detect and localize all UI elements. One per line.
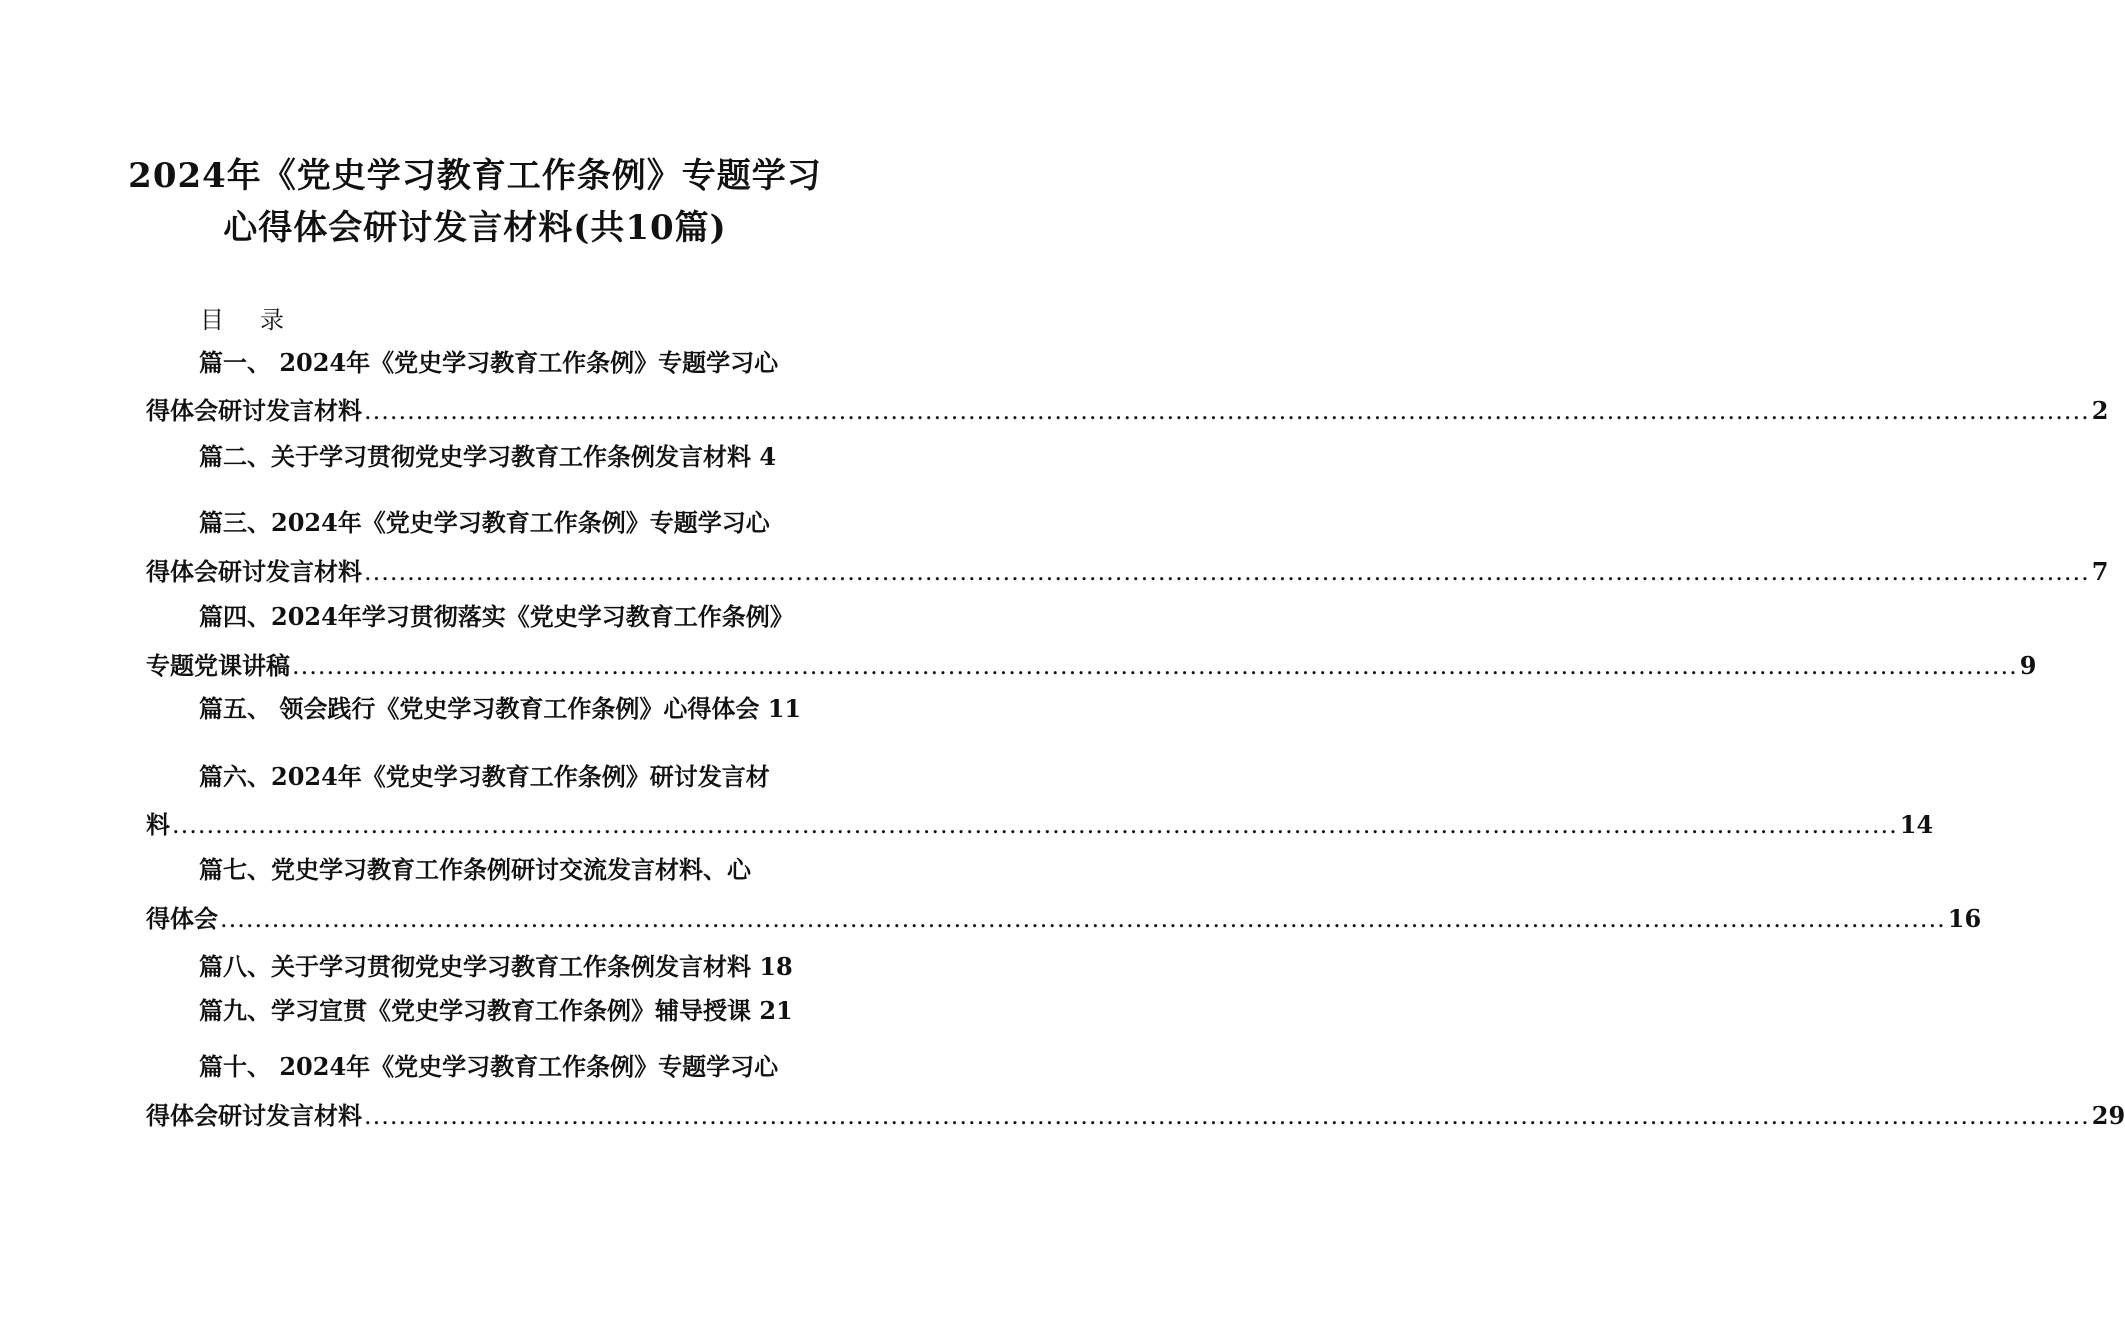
toc-entry-7-text: 得体会 <box>146 904 218 933</box>
toc-entry-6-line-1: 篇六、2024年《党史学习教育工作条例》研讨发言材 <box>199 762 770 791</box>
toc-entry-6-page: 14 <box>1899 810 1934 839</box>
toc-leader-dots: ........................................................................................................................................................................................................ <box>292 652 2018 680</box>
toc-entry-10-text: 得体会研讨发言材料 <box>146 1101 362 1130</box>
toc-entry-2-line-1: 篇二、关于学习贯彻党史学习教育工作条例发言材料 4 <box>199 442 777 471</box>
toc-entry-1-line-2 <box>146 394 2109 428</box>
toc-entry-4-line-2 <box>146 649 2037 683</box>
toc-leader-dots: ........................................................................................................................................................................................................ <box>220 905 1946 933</box>
toc-entry-4-page: 9 <box>2019 651 2037 680</box>
toc-entry-3-page: 7 <box>2091 557 2109 586</box>
toc-entry-1-page: 2 <box>2091 396 2109 425</box>
toc-entry-7-line-2 <box>146 902 1982 936</box>
document-title-line-1: 2024年《党史学习教育工作条例》专题学习 <box>128 156 822 196</box>
toc-entry-6-text: 料 <box>146 810 170 839</box>
toc-entry-9-line-1: 篇九、学习宣贯《党史学习教育工作条例》辅导授课 21 <box>199 996 793 1025</box>
toc-entry-1-line-1: 篇一、 2024年《党史学习教育工作条例》专题学习心 <box>199 348 779 377</box>
toc-entry-3-line-2 <box>146 555 2109 589</box>
toc-entry-7-page: 16 <box>1947 904 1982 933</box>
toc-entry-10-line-2 <box>146 1099 2125 1133</box>
toc-heading-char-1: 目 <box>200 306 224 334</box>
toc-entry-3-line-1: 篇三、2024年《党史学习教育工作条例》专题学习心 <box>199 508 770 537</box>
toc-entry-5-line-1: 篇五、 领会践行《党史学习教育工作条例》心得体会 11 <box>199 694 802 723</box>
document-title-line-2: 心得体会研讨发言材料(共10篇) <box>223 208 727 248</box>
toc-entry-4-text: 专题党课讲稿 <box>146 651 290 680</box>
toc-entry-10-line-1: 篇十、 2024年《党史学习教育工作条例》专题学习心 <box>199 1052 779 1081</box>
toc-entry-10-page: 29 <box>2091 1101 2125 1130</box>
toc-entry-6-line-2 <box>146 808 1934 842</box>
toc-entry-1-text: 得体会研讨发言材料 <box>146 396 362 425</box>
toc-leader-dots: ........................................................................................................................................................................................................ <box>172 811 1898 839</box>
toc-leader-dots: ........................................................................................................................................................................................................ <box>364 558 2090 586</box>
toc-entry-3-text: 得体会研讨发言材料 <box>146 557 362 586</box>
toc-leader-dots: ........................................................................................................................................................................................................ <box>364 397 2090 425</box>
toc-entry-7-line-1: 篇七、党史学习教育工作条例研讨交流发言材料、心 <box>199 855 751 884</box>
toc-leader-dots: ........................................................................................................................................................................................................ <box>364 1102 2090 1130</box>
toc-heading-char-2: 录 <box>260 306 284 334</box>
toc-heading <box>200 300 284 335</box>
toc-entry-8-line-1: 篇八、关于学习贯彻党史学习教育工作条例发言材料 18 <box>199 952 793 981</box>
toc-entry-4-line-1: 篇四、2024年学习贯彻落实《党史学习教育工作条例》 <box>199 602 794 631</box>
